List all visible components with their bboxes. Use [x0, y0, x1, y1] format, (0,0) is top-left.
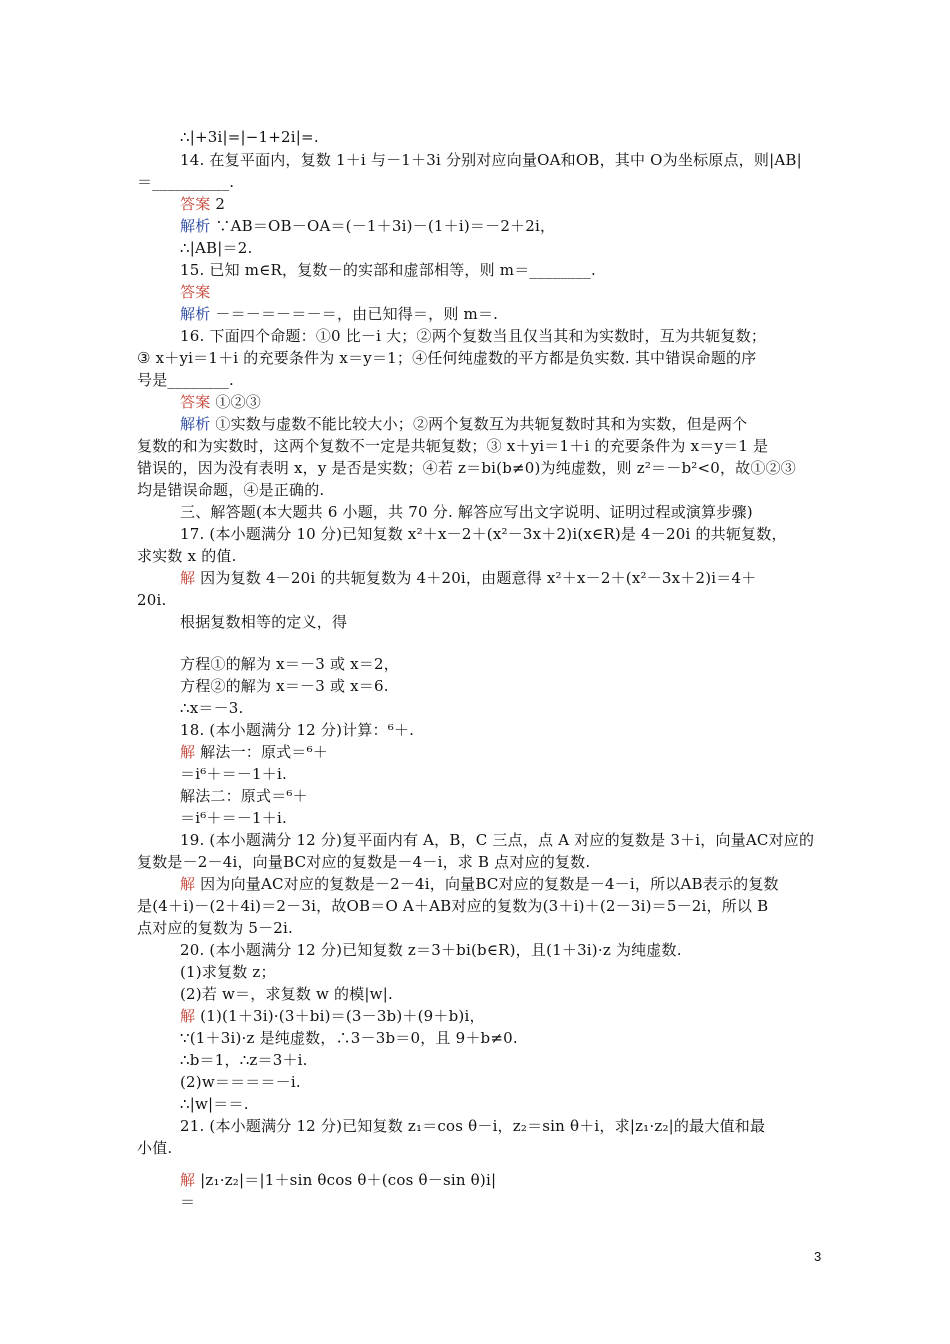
text-line: [180, 742, 328, 762]
text-line: [180, 260, 596, 280]
text-line: [180, 1050, 308, 1070]
text-line: [137, 896, 768, 916]
line-text: 解法一：原式＝⁶＋: [195, 743, 328, 761]
text-line: [137, 436, 768, 456]
line-text: 根据复数相等的定义，得: [180, 613, 348, 631]
text-line: [137, 370, 234, 390]
text-line: [180, 216, 555, 236]
text-line: [180, 282, 210, 302]
text-line: [180, 830, 814, 850]
text-line: [137, 852, 590, 872]
line-text: ＝i⁶＋＝－1＋i.: [180, 809, 287, 827]
solution-label: 解: [180, 875, 196, 893]
answer-label: 答案: [180, 393, 211, 411]
line-text: ①②③: [210, 393, 261, 411]
text-line: [180, 414, 747, 434]
line-text: ∴x＝－3.: [180, 699, 244, 717]
text-line: [180, 984, 393, 1004]
text-line: [180, 1072, 301, 1092]
solution-label: 解: [180, 743, 196, 761]
line-text: (1)(1＋3i)·(3＋bi)＝(3－3b)＋(9＋b)i，: [195, 1007, 485, 1025]
line-text: －＝－＝－＝－＝，由已知得＝，则 m＝.: [210, 305, 499, 323]
line-text: ∴|w|＝＝.: [180, 1095, 249, 1113]
solution-label: 解: [180, 1007, 196, 1025]
line-text: ∵AB＝OB－OA＝(－1＋3i)－(1＋i)＝－2＋2i，: [210, 217, 556, 235]
text-line: [180, 392, 261, 412]
line-text: (1)求复数 z；: [180, 963, 276, 981]
text-line: [180, 1094, 249, 1114]
line-text: 均是错误命题，④是正确的.: [137, 481, 325, 499]
text-line: [180, 568, 756, 588]
analysis-label: 解析: [180, 415, 211, 433]
analysis-label: 解析: [180, 305, 211, 323]
text-line: [180, 127, 319, 147]
line-text: |z₁·z₂|＝|1＋sin θcos θ＋(cos θ－sin θ)i|: [195, 1171, 497, 1189]
answer-label: 答案: [180, 283, 211, 301]
line-text: ①实数与虚数不能比较大小；②两个复数互为共轭复数时其和为实数，但是两个: [210, 415, 748, 433]
line-text: ③ x＋yi＝1＋i 的充要条件为 x＝y＝1；④任何纯虚数的平方都是负实数. 其中错误命题的序: [137, 349, 757, 367]
text-line: [180, 150, 802, 170]
line-text: 复数的和为实数时，这两个复数不一定是共轭复数；③ x＋yi＝1＋i 的充要条件为 x＝y＝1 是: [137, 437, 769, 455]
line-text: ＝i⁶＋＝－1＋i.: [180, 765, 287, 783]
text-line: [180, 326, 766, 346]
line-text: ∴|+3i|=|−1+2i|=.: [180, 128, 319, 146]
text-line: [137, 172, 234, 192]
line-text: 18. (本小题满分 12 分)计算：⁶＋.: [180, 721, 415, 739]
line-text: ＝: [180, 1193, 196, 1211]
line-text: 小值.: [137, 1139, 173, 1157]
line-text: 求实数 x 的值.: [137, 547, 237, 565]
text-line: [180, 764, 287, 784]
text-line: [180, 962, 276, 982]
text-line: [180, 612, 347, 632]
line-text: ＝__________.: [137, 173, 235, 191]
line-text: ∴b＝1，∴z＝3＋i.: [180, 1051, 308, 1069]
text-line: [180, 194, 225, 214]
line-text: 错误的，因为没有表明 x，y 是否是实数；④若 z＝bi(b≠0)为纯虚数，则 z²＝－b²<0，故①②③: [137, 459, 796, 477]
line-text: 是(4＋i)－(2＋4i)＝2－3i，故OB＝O A＋AB对应的复数为(3＋i)＋(2－3i)＝5－2i，所以 B: [137, 897, 769, 915]
text-line: [137, 458, 796, 478]
line-text: 21. (本小题满分 12 分)已知复数 z₁＝cos θ－i，z₂＝sin θ＋i，求|z₁·z₂|的最大值和最: [180, 1117, 766, 1135]
line-text: 因为向量AC对应的复数是－2－4i，向量BC对应的复数是－4－i，所以AB表示的复数: [195, 875, 779, 893]
text-line: [180, 1170, 496, 1190]
line-text: 16. 下面四个命题：①0 比－i 大；②两个复数当且仅当其和为实数时，互为共轭复数；: [180, 327, 767, 345]
text-line: [180, 524, 787, 544]
line-text: (2)w＝＝＝＝－i.: [180, 1073, 301, 1091]
text-line: [137, 590, 166, 610]
solution-label: 解: [180, 1171, 196, 1189]
text-line: [180, 786, 308, 806]
text-line: [180, 720, 414, 740]
line-text: (2)若 w＝，求复数 w 的模|w|.: [180, 985, 393, 1003]
text-line: [180, 808, 287, 828]
line-text: 14. 在复平面内，复数 1＋i 与－1＋3i 分别对应向量OA和OB，其中 O为坐标原点，则|AB|: [180, 151, 802, 169]
line-text: 方程①的解为 x＝－3 或 x＝2，: [180, 655, 399, 673]
text-line: [137, 546, 237, 566]
text-line: [180, 1192, 195, 1212]
text-line: [180, 1006, 485, 1026]
text-line: [180, 676, 389, 696]
text-line: [180, 1116, 765, 1136]
line-text: 方程②的解为 x＝－3 或 x＝6.: [180, 677, 389, 695]
line-text: 19. (本小题满分 12 分)复平面内有 A，B，C 三点，点 A 对应的复数是 3＋i，向量AC对应的: [180, 831, 815, 849]
line-text: 15. 已知 m∈R，复数－的实部和虚部相等，则 m＝________.: [180, 261, 596, 279]
text-line: [180, 654, 399, 674]
line-text: 三、解答题(本大题共 6 小题，共 70 分. 解答应写出文字说明、证明过程或演算步骤): [180, 503, 753, 521]
text-line: [180, 502, 753, 522]
text-line: [180, 940, 682, 960]
line-text: 20i.: [137, 591, 167, 609]
text-line: [137, 1138, 172, 1158]
line-text: 因为复数 4－20i 的共轭复数为 4＋20i，由题意得 x²＋x－2＋(x²－3x＋2)i＝4＋: [195, 569, 757, 587]
line-text: 20. (本小题满分 12 分)已知复数 z＝3＋bi(b∈R)，且(1＋3i)·z 为纯虚数.: [180, 941, 682, 959]
text-line: [180, 304, 498, 324]
text-line: [180, 1028, 518, 1048]
line-text: 点对应的复数为 5－2i.: [137, 919, 294, 937]
line-text: 号是________.: [137, 371, 234, 389]
line-text: 2: [210, 195, 226, 213]
analysis-label: 解析: [180, 217, 211, 235]
line-text: 17. (本小题满分 10 分)已知复数 x²＋x－2＋(x²－3x＋2)i(x∈R)是 4－20i 的共轭复数，: [180, 525, 787, 543]
text-line: [137, 348, 756, 368]
answer-label: 答案: [180, 195, 211, 213]
line-text: ∴|AB|＝2.: [180, 239, 253, 257]
solution-label: 解: [180, 569, 196, 587]
text-line: [180, 874, 779, 894]
text-line: [137, 480, 324, 500]
text-line: [137, 918, 293, 938]
line-text: 复数是－2－4i，向量BC对应的复数是－4－i，求 B 点对应的复数.: [137, 853, 591, 871]
page-number: 3: [814, 1249, 822, 1264]
line-text: 解法二：原式＝⁶＋: [180, 787, 308, 805]
text-line: [180, 698, 244, 718]
line-text: ∵(1＋3i)·z 是纯虚数，∴3－3b＝0，且 9＋b≠0.: [180, 1029, 518, 1047]
text-line: [180, 238, 252, 258]
